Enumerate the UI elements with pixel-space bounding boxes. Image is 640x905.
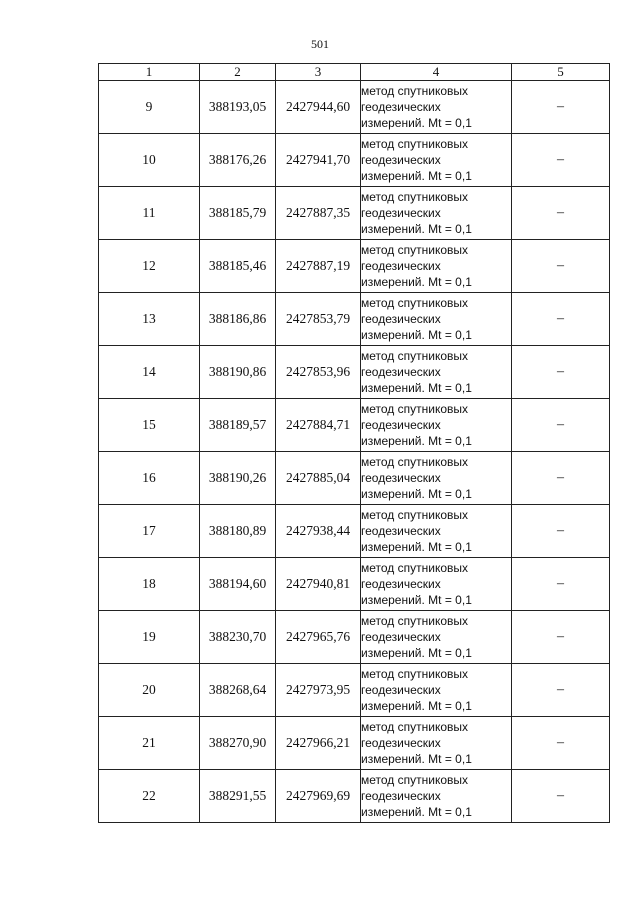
method-text-line: геодезических (361, 365, 441, 379)
point-number-cell: 10 (99, 134, 200, 187)
method-cell (361, 134, 512, 187)
point-number-cell: 19 (99, 611, 200, 664)
method-cell (361, 717, 512, 770)
x-coordinate-cell: 388180,89 (200, 505, 276, 558)
method-text-line: метод спутниковых (361, 508, 469, 522)
method-cell (361, 293, 512, 346)
column-header-3: 3 (276, 64, 361, 81)
point-number-cell: 9 (99, 81, 200, 134)
method-text-line: метод спутниковых (361, 402, 469, 416)
x-coordinate-cell: 388185,46 (200, 240, 276, 293)
method-cell (361, 558, 512, 611)
method-text-line: метод спутниковых (361, 243, 469, 257)
method-text-line: геодезических (361, 577, 441, 591)
table-row (99, 664, 610, 717)
x-coordinate-cell: 388270,90 (200, 717, 276, 770)
method-text-line: метод спутниковых (361, 349, 469, 363)
table-row (99, 558, 610, 611)
table-body (99, 81, 610, 823)
method-text-line: метод спутниковых (361, 190, 469, 204)
y-coordinate-cell: 2427885,04 (276, 452, 361, 505)
point-number-cell: 11 (99, 187, 200, 240)
table-row (99, 611, 610, 664)
method-text-line: геодезических (361, 312, 441, 326)
y-coordinate-cell: 2427853,96 (276, 346, 361, 399)
y-coordinate-cell: 2427940,81 (276, 558, 361, 611)
method-text-line: геодезических (361, 789, 441, 803)
table-row (99, 346, 610, 399)
point-number-cell: 13 (99, 293, 200, 346)
point-number-cell: 14 (99, 346, 200, 399)
column-header-4: 4 (361, 64, 512, 81)
y-coordinate-cell: 2427966,21 (276, 717, 361, 770)
y-coordinate-cell: 2427973,95 (276, 664, 361, 717)
method-text-line: геодезических (361, 471, 441, 485)
method-cell (361, 611, 512, 664)
method-text-line: метод спутниковых (361, 561, 469, 575)
y-coordinate-cell: 2427884,71 (276, 399, 361, 452)
column-5-cell: – (512, 558, 610, 611)
method-text-line: измерений. Mt = 0,1 (361, 752, 472, 766)
y-coordinate-cell: 2427853,79 (276, 293, 361, 346)
method-text-line: метод спутниковых (361, 773, 469, 787)
method-text-line: метод спутниковых (361, 455, 469, 469)
point-number-cell: 17 (99, 505, 200, 558)
x-coordinate-cell: 388186,86 (200, 293, 276, 346)
column-5-cell: – (512, 664, 610, 717)
method-text-line: геодезических (361, 259, 441, 273)
method-cell (361, 664, 512, 717)
x-coordinate-cell: 388189,57 (200, 399, 276, 452)
column-header-1: 1 (99, 64, 200, 81)
point-number-cell: 15 (99, 399, 200, 452)
column-5-cell: – (512, 611, 610, 664)
method-text-line: метод спутниковых (361, 614, 469, 628)
x-coordinate-cell: 388190,86 (200, 346, 276, 399)
method-text-line: измерений. Mt = 0,1 (361, 646, 472, 660)
method-text-line: измерений. Mt = 0,1 (361, 434, 472, 448)
method-text-line: измерений. Mt = 0,1 (361, 275, 472, 289)
table-row (99, 134, 610, 187)
column-5-cell: – (512, 399, 610, 452)
y-coordinate-cell: 2427944,60 (276, 81, 361, 134)
method-text-line: измерений. Mt = 0,1 (361, 169, 472, 183)
method-cell (361, 346, 512, 399)
table-row (99, 293, 610, 346)
column-5-cell: – (512, 346, 610, 399)
table-row (99, 399, 610, 452)
y-coordinate-cell: 2427969,69 (276, 770, 361, 823)
table-header-row (99, 64, 610, 81)
column-5-cell: – (512, 187, 610, 240)
method-text-line: измерений. Mt = 0,1 (361, 116, 472, 130)
method-text-line: измерений. Mt = 0,1 (361, 222, 472, 236)
x-coordinate-cell: 388230,70 (200, 611, 276, 664)
column-5-cell: – (512, 134, 610, 187)
x-coordinate-cell: 388268,64 (200, 664, 276, 717)
method-text-line: метод спутниковых (361, 667, 469, 681)
table-row (99, 452, 610, 505)
y-coordinate-cell: 2427887,35 (276, 187, 361, 240)
method-text-line: измерений. Mt = 0,1 (361, 487, 472, 501)
method-text-line: геодезических (361, 630, 441, 644)
x-coordinate-cell: 388190,26 (200, 452, 276, 505)
point-number-cell: 21 (99, 717, 200, 770)
column-5-cell: – (512, 81, 610, 134)
coordinates-table (98, 63, 610, 823)
table-row (99, 240, 610, 293)
x-coordinate-cell: 388291,55 (200, 770, 276, 823)
method-text-line: измерений. Mt = 0,1 (361, 328, 472, 342)
x-coordinate-cell: 388193,05 (200, 81, 276, 134)
table-row (99, 770, 610, 823)
table-row (99, 717, 610, 770)
method-text-line: геодезических (361, 736, 441, 750)
method-cell (361, 240, 512, 293)
page-number: 501 (311, 37, 329, 51)
method-text-line: геодезических (361, 683, 441, 697)
column-header-2: 2 (200, 64, 276, 81)
table-row (99, 81, 610, 134)
method-text-line: геодезических (361, 206, 441, 220)
method-text-line: геодезических (361, 100, 441, 114)
y-coordinate-cell: 2427965,76 (276, 611, 361, 664)
column-5-cell: – (512, 770, 610, 823)
method-text-line: измерений. Mt = 0,1 (361, 381, 472, 395)
y-coordinate-cell: 2427938,44 (276, 505, 361, 558)
column-5-cell: – (512, 293, 610, 346)
method-text-line: измерений. Mt = 0,1 (361, 805, 472, 819)
method-cell (361, 452, 512, 505)
method-text-line: геодезических (361, 153, 441, 167)
column-5-cell: – (512, 505, 610, 558)
column-5-cell: – (512, 452, 610, 505)
method-text-line: измерений. Mt = 0,1 (361, 593, 472, 607)
method-text-line: измерений. Mt = 0,1 (361, 540, 472, 554)
method-cell (361, 81, 512, 134)
method-text-line: метод спутниковых (361, 720, 469, 734)
method-text-line: геодезических (361, 418, 441, 432)
table-row (99, 505, 610, 558)
method-cell (361, 187, 512, 240)
method-text-line: метод спутниковых (361, 84, 469, 98)
x-coordinate-cell: 388176,26 (200, 134, 276, 187)
method-cell (361, 399, 512, 452)
method-cell (361, 505, 512, 558)
method-text-line: измерений. Mt = 0,1 (361, 699, 472, 713)
table-row (99, 187, 610, 240)
method-cell (361, 770, 512, 823)
y-coordinate-cell: 2427941,70 (276, 134, 361, 187)
column-5-cell: – (512, 717, 610, 770)
column-header-5: 5 (512, 64, 610, 81)
point-number-cell: 20 (99, 664, 200, 717)
method-text-line: метод спутниковых (361, 137, 469, 151)
point-number-cell: 18 (99, 558, 200, 611)
column-5-cell: – (512, 240, 610, 293)
x-coordinate-cell: 388194,60 (200, 558, 276, 611)
y-coordinate-cell: 2427887,19 (276, 240, 361, 293)
x-coordinate-cell: 388185,79 (200, 187, 276, 240)
point-number-cell: 12 (99, 240, 200, 293)
point-number-cell: 22 (99, 770, 200, 823)
method-text-line: метод спутниковых (361, 296, 469, 310)
point-number-cell: 16 (99, 452, 200, 505)
method-text-line: геодезических (361, 524, 441, 538)
